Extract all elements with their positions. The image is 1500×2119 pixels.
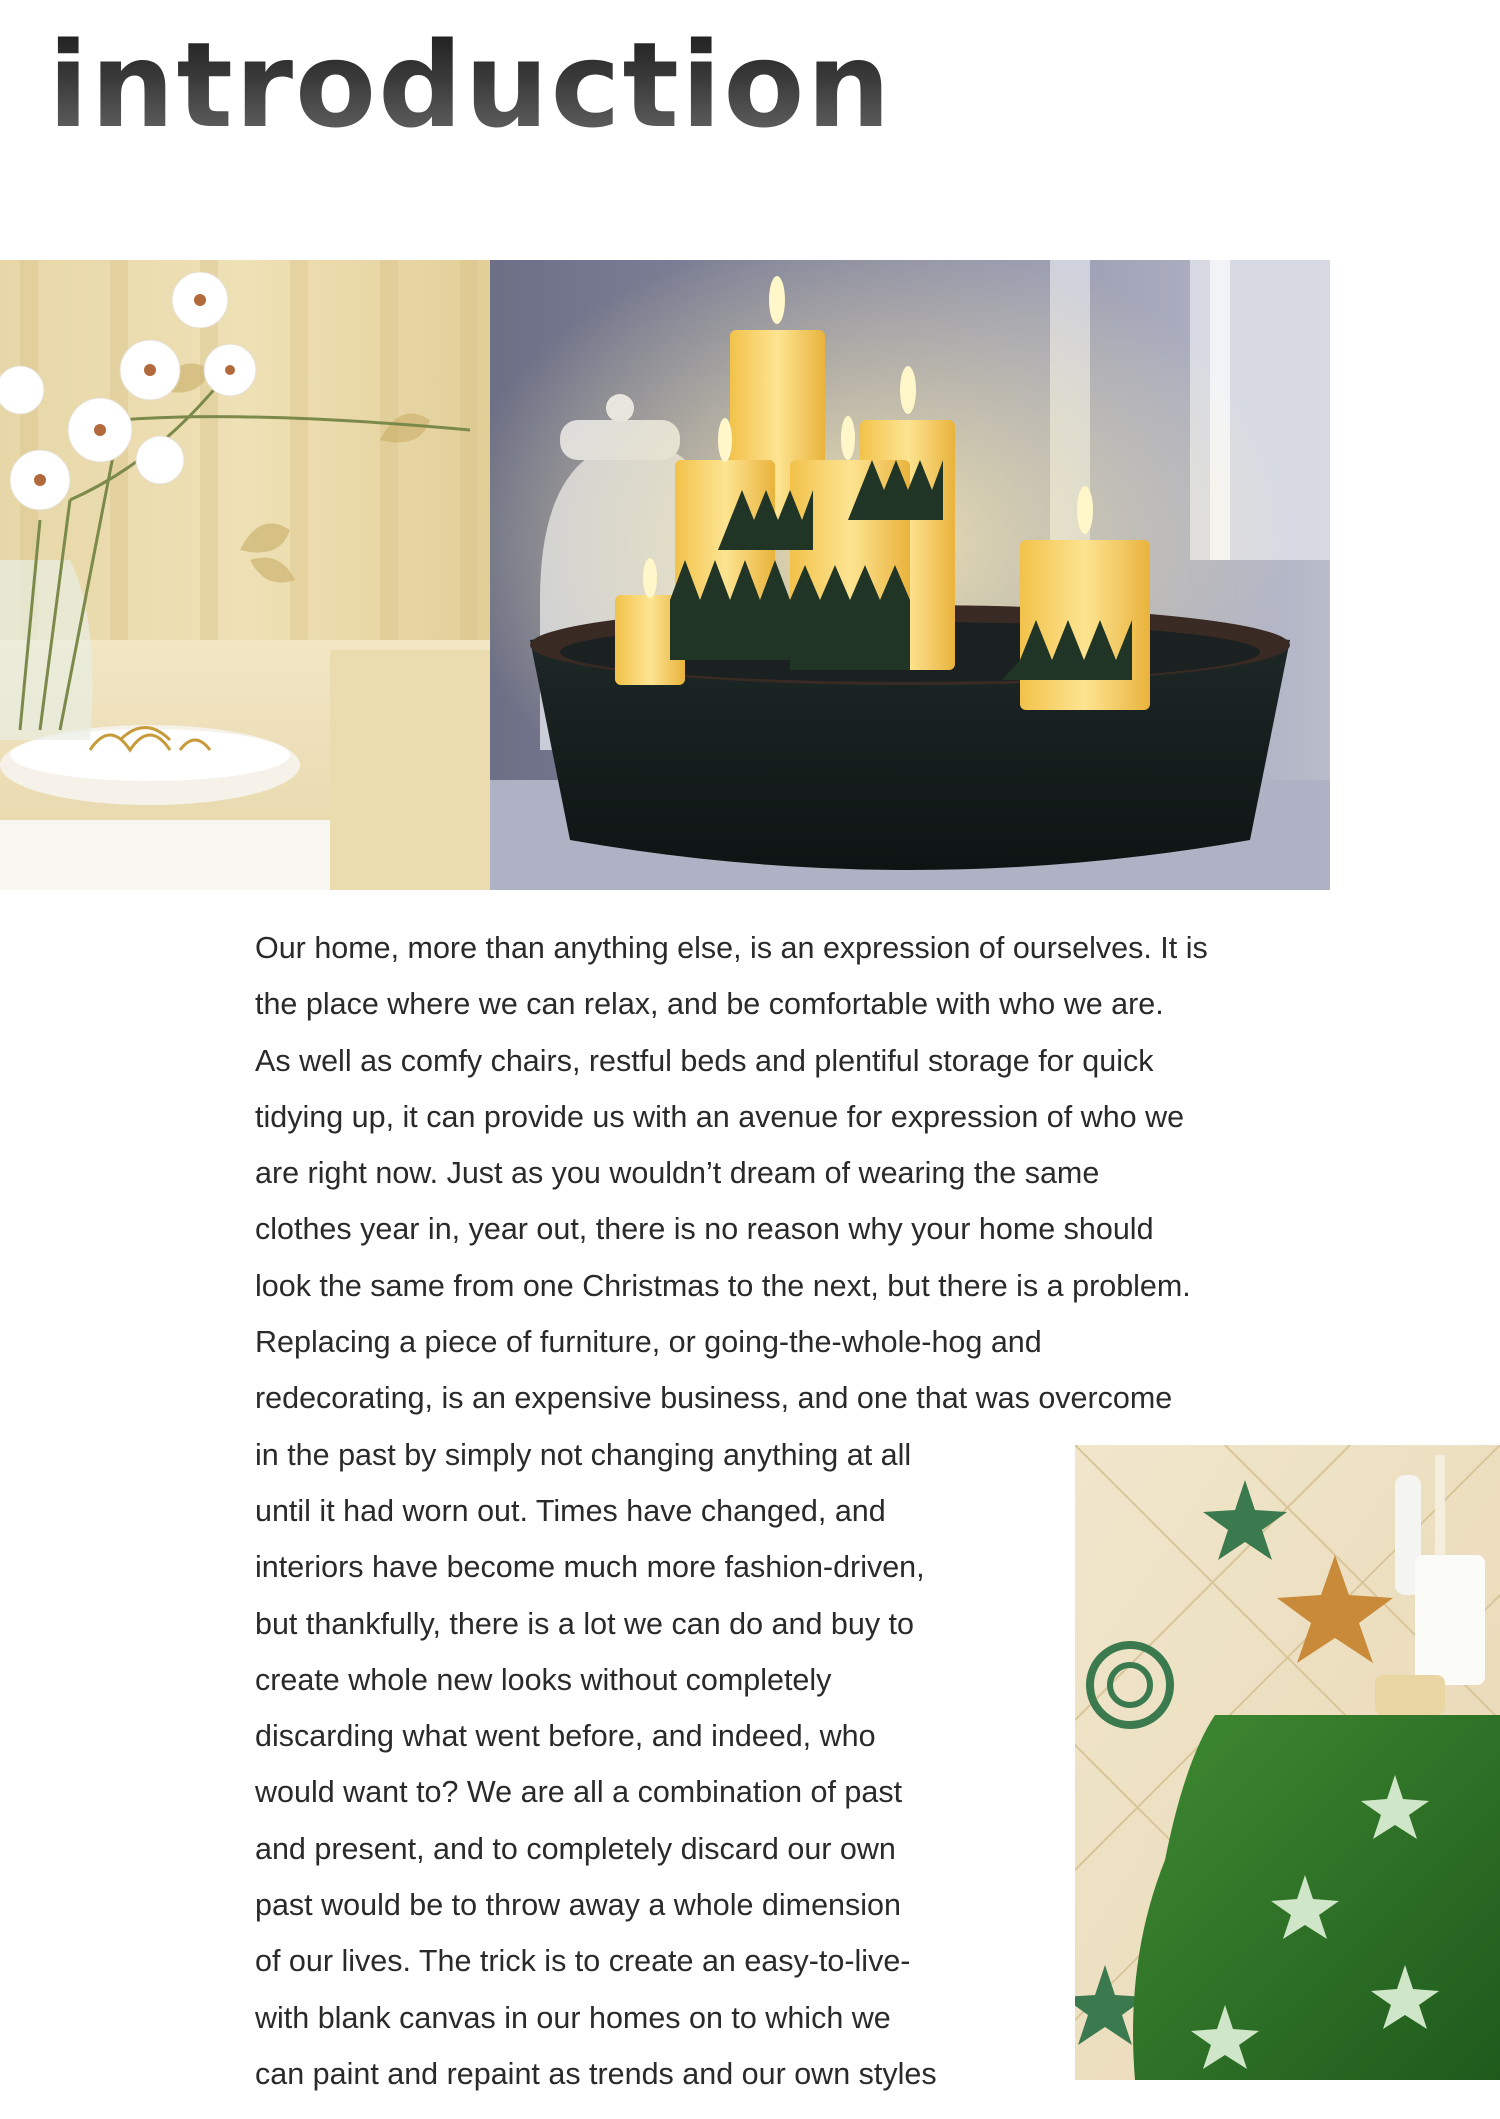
orchid-vase-photo (0, 260, 490, 890)
body-line: until it had worn out. Times have changed, and (255, 1493, 886, 1528)
body-line: past would be to throw away a whole dimension (255, 1888, 901, 1923)
body-line: look the same from one Christmas to the next, but there is a problem. (255, 1268, 1191, 1303)
body-text (255, 920, 1355, 2102)
body-line: of our lives. The trick is to create an easy-to-live- (255, 1944, 911, 1979)
body-line: but thankfully, there is a lot we can do and buy to (255, 1606, 914, 1641)
orchid-vase-illustration (0, 260, 490, 890)
body-line: create whole new looks without completely (255, 1662, 832, 1697)
body-line: can paint and repaint as trends and our own styles (255, 2056, 937, 2091)
body-line: redecorating, is an expensive business, and one that was overcome (255, 1381, 1173, 1416)
page-title: introduction (48, 16, 893, 154)
body-line: would want to? We are all a combination of past (255, 1775, 903, 1810)
candles-illustration (490, 260, 1330, 890)
body-line: discarding what went before, and indeed, who (255, 1719, 876, 1754)
body-line: in the past by simply not changing anything at all (255, 1437, 912, 1472)
body-line: As well as comfy chairs, restful beds and plentiful storage for quick (255, 1043, 1154, 1078)
body-line: and present, and to completely discard our own (255, 1831, 896, 1866)
body-line: interiors have become much more fashion-driven, (255, 1550, 925, 1585)
body-line: Replacing a piece of furniture, or going-the-whole-hog and (255, 1325, 1042, 1360)
body-line: tidying up, it can provide us with an avenue for expression of who we (255, 1099, 1185, 1134)
body-line: Our home, more than anything else, is an expression of ourselves. It is (255, 931, 1208, 965)
body-line: clothes year in, year out, there is no reason why your home should (255, 1212, 1154, 1247)
body-line: are right now. Just as you wouldn’t dream of wearing the same (255, 1156, 1100, 1191)
candles-in-bowl-photo (490, 260, 1330, 890)
body-line: with blank canvas in our homes on to which we (255, 2000, 891, 2035)
body-line: the place where we can relax, and be comfortable with who we are. (255, 987, 1164, 1022)
